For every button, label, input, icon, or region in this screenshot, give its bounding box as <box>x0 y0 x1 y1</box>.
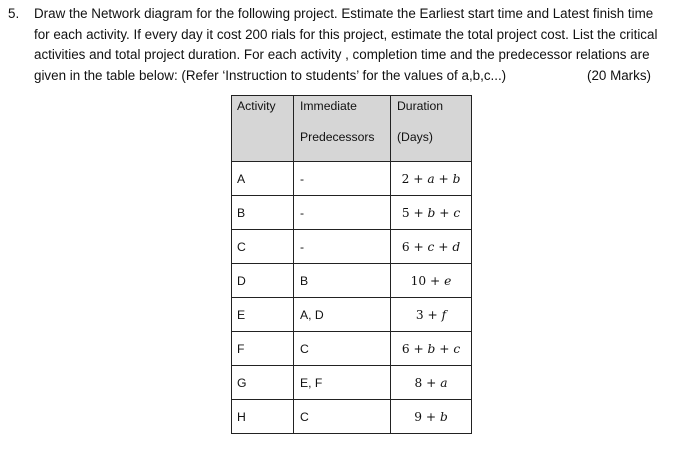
table-row <box>232 366 472 400</box>
table-row <box>232 400 472 434</box>
header-predecessors <box>294 96 391 162</box>
predecessors-cell: B <box>294 264 391 298</box>
header-duration-line1: Duration <box>397 99 444 113</box>
predecessors-cell: - <box>294 162 391 196</box>
predecessors-cell: - <box>294 230 391 264</box>
header-duration <box>391 96 472 162</box>
question-number: 5. <box>8 6 20 21</box>
duration-cell: 9 + b <box>391 400 472 434</box>
table-row <box>232 230 472 264</box>
activity-cell: F <box>232 332 294 366</box>
duration-cell: 2 + a + b <box>391 162 472 196</box>
header-activity <box>232 96 294 162</box>
predecessors-cell: E, F <box>294 366 391 400</box>
table-row <box>232 332 472 366</box>
marks-label: (20 Marks) <box>587 67 651 83</box>
table-row <box>232 196 472 230</box>
header-predecessors-line2: Predecessors <box>300 130 375 144</box>
activity-cell: H <box>232 400 294 434</box>
question-line: activities and total project duration. For each activity , completion time and the predecessor relations are <box>34 47 650 62</box>
header-predecessors-line1: Immediate <box>300 99 357 113</box>
table-row <box>232 264 472 298</box>
table-header-row <box>232 96 472 162</box>
predecessors-cell: C <box>294 400 391 434</box>
question-line: for each activity. If every day it cost 200 rials for this project, estimate the total project cost. List the critical <box>34 26 658 42</box>
activity-cell: E <box>232 298 294 332</box>
header-activity-label: Activity <box>237 99 276 113</box>
duration-cell: 6 + b + c <box>391 332 472 366</box>
predecessors-cell: A, D <box>294 298 391 332</box>
predecessors-cell: C <box>294 332 391 366</box>
predecessors-cell: - <box>294 196 391 230</box>
table-row <box>232 162 472 196</box>
question-line: given in the table below: (Refer ‘Instruction to students’ for the values of a,b,c...) <box>34 67 507 83</box>
activity-cell: D <box>232 264 294 298</box>
duration-cell: 6 + c + d <box>391 230 472 264</box>
table-row <box>232 298 472 332</box>
header-duration-line2: (Days) <box>397 130 433 144</box>
duration-cell: 5 + b + c <box>391 196 472 230</box>
question-line: Draw the Network diagram for the following project. Estimate the Earliest start time and Latest finish time <box>34 6 654 21</box>
activity-cell: B <box>232 196 294 230</box>
activity-cell: C <box>232 230 294 264</box>
activity-cell: G <box>232 366 294 400</box>
duration-cell: 8 + a <box>391 366 472 400</box>
duration-cell: 3 + f <box>391 298 472 332</box>
duration-cell: 10 + e <box>391 264 472 298</box>
activity-cell: A <box>232 162 294 196</box>
activity-table <box>231 95 472 434</box>
